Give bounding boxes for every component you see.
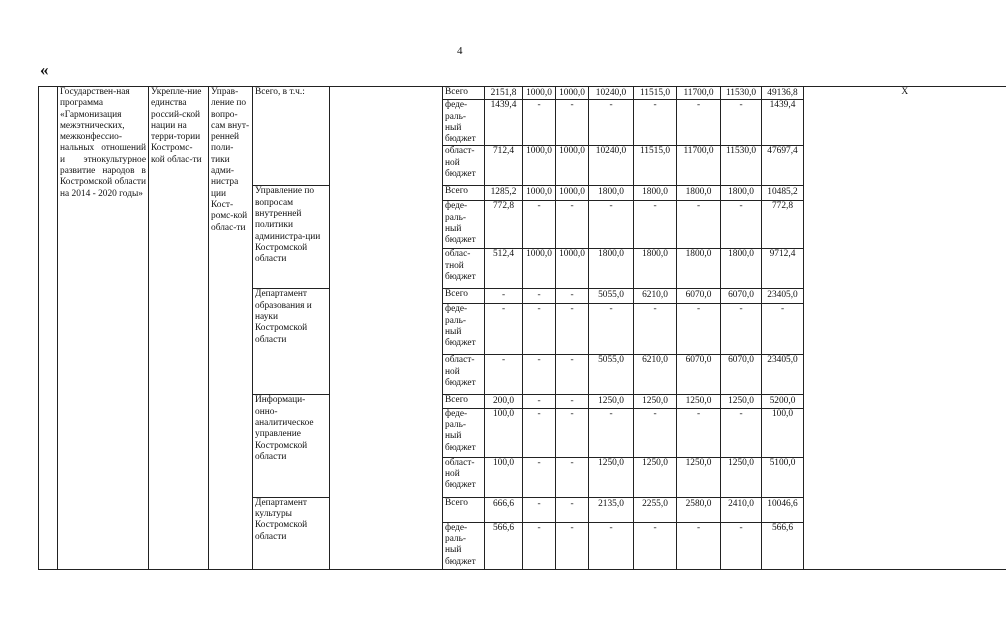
amount-cell: 1250,0 [634,457,677,497]
amount-cell: - [677,201,721,249]
amount-cell: - [523,304,556,355]
table-row [39,87,1006,100]
amount-cell: 1000,0 [523,186,556,201]
amount-cell: 2135,0 [589,497,634,522]
amount-cell: - [556,408,589,457]
amount-cell: - [556,457,589,497]
amount-cell: - [721,201,762,249]
amount-cell: 566,6 [762,522,804,569]
amount-cell: 1000,0 [556,249,589,289]
amount-cell: - [721,304,762,355]
amount-cell: - [634,522,677,569]
executor-name-cell: Департамент образования и науки Костромской области [253,289,330,395]
amount-cell: - [556,289,589,304]
amount-cell: - [556,497,589,522]
amount-cell: - [556,304,589,355]
amount-cell: - [556,355,589,395]
amount-cell: 23405,0 [762,289,804,304]
amount-cell: 5200,0 [762,395,804,408]
amount-cell: - [634,408,677,457]
amount-cell: - [589,100,634,146]
funding-source-cell: облас-тной бюджет [443,249,485,289]
amount-cell: - [556,100,589,146]
amount-cell: 6210,0 [634,289,677,304]
funding-source-cell: Всего [443,87,485,100]
amount-cell: 1439,4 [762,100,804,146]
amount-cell: 100,0 [762,408,804,457]
program-task-cell: Управ-ление по вопро-сам внут-ренней поли-тики адми-нистра ции Кост-ромс-кой облас-ти [209,87,253,570]
amount-cell: 712,4 [485,146,523,186]
amount-cell: 11515,0 [634,146,677,186]
amount-cell: - [485,289,523,304]
amount-cell: 9712,4 [762,249,804,289]
amount-cell: 772,8 [762,201,804,249]
amount-cell: - [677,522,721,569]
amount-cell: 1800,0 [589,186,634,201]
amount-cell: 1439,4 [485,100,523,146]
funding-source-cell: Всего [443,186,485,201]
amount-cell: 6070,0 [721,289,762,304]
amount-cell: - [556,522,589,569]
amount-cell: - [589,522,634,569]
amount-cell: - [677,100,721,146]
amount-cell: 6070,0 [677,355,721,395]
amount-cell: - [556,395,589,408]
funding-source-cell: феде-раль-ный бюджет [443,201,485,249]
amount-cell: 1250,0 [589,395,634,408]
funding-source-cell: Всего [443,395,485,408]
amount-cell: 1000,0 [556,146,589,186]
amount-cell: - [589,408,634,457]
funding-source-cell: област-ной бюджет [443,146,485,186]
funding-source-cell: област-ной бюджет [443,355,485,395]
amount-cell: 1250,0 [589,457,634,497]
amount-cell: - [721,522,762,569]
amount-cell: 2255,0 [634,497,677,522]
executor-name-cell: Всего, в т.ч.: [253,87,330,186]
amount-cell: 1000,0 [556,87,589,100]
amount-cell: 11530,0 [721,87,762,100]
amount-cell: 5100,0 [762,457,804,497]
amount-cell: 1250,0 [721,457,762,497]
amount-cell: 1800,0 [634,186,677,201]
amount-cell: 1800,0 [721,186,762,201]
funding-source-cell: феде-раль-ный бюджет [443,522,485,569]
amount-cell: 1250,0 [721,395,762,408]
amount-cell: 100,0 [485,457,523,497]
amount-cell: 10240,0 [589,87,634,100]
amount-cell: 1800,0 [677,249,721,289]
page-number: 4 [457,45,463,57]
amount-cell: 566,6 [485,522,523,569]
amount-cell: 6070,0 [721,355,762,395]
budget-table-body [39,87,1006,570]
amount-cell: 23405,0 [762,355,804,395]
amount-cell: 10485,2 [762,186,804,201]
amount-cell: - [634,304,677,355]
program-name-cell: Государствен-ная программа «Гармонизация межэтнических, межконфессио-нальных отношений и этнокультурное развитие народов в Костромской области на 2014 - 2020 годы» [58,87,149,570]
amount-cell: - [523,201,556,249]
funding-source-cell: Всего [443,289,485,304]
amount-cell: 1800,0 [634,249,677,289]
amount-cell: - [556,201,589,249]
amount-cell: 47697,4 [762,146,804,186]
amount-cell: 1800,0 [589,249,634,289]
opening-quote-mark: « [40,60,49,79]
executor-name-cell: Информаци-онно-аналитическое управление Костромской области [253,395,330,497]
amount-cell: 1285,2 [485,186,523,201]
amount-cell: - [634,100,677,146]
program-goal-cell: Укрепле-ние единства россий-ской нации на терри-тории Костромс-кой облас-ти [149,87,209,570]
amount-cell: - [523,289,556,304]
amount-cell: 772,8 [485,201,523,249]
amount-cell: - [523,457,556,497]
executor-name-cell: Департамент культуры Костромской области [253,497,330,569]
funding-source-cell: област-ной бюджет [443,457,485,497]
amount-cell: 1000,0 [523,87,556,100]
amount-cell: - [677,408,721,457]
amount-cell: 10240,0 [589,146,634,186]
amount-cell: - [523,497,556,522]
budget-table [38,86,1006,570]
amount-cell: 100,0 [485,408,523,457]
amount-cell: - [721,100,762,146]
amount-cell: 6210,0 [634,355,677,395]
amount-cell: - [589,201,634,249]
amount-cell: - [523,522,556,569]
amount-cell: 200,0 [485,395,523,408]
empty-column-cell [330,87,443,570]
amount-cell: 666,6 [485,497,523,522]
amount-cell: - [485,355,523,395]
amount-cell: - [677,304,721,355]
amount-cell: 2580,0 [677,497,721,522]
funding-source-cell: феде-раль-ный бюджет [443,408,485,457]
amount-cell: - [762,304,804,355]
amount-cell: 11700,0 [677,87,721,100]
amount-cell: 5055,0 [589,289,634,304]
amount-cell: - [523,395,556,408]
amount-cell: - [589,304,634,355]
amount-cell: 1250,0 [677,395,721,408]
amount-cell: 1000,0 [523,249,556,289]
amount-cell: - [523,100,556,146]
amount-cell: - [523,408,556,457]
amount-cell: 10046,6 [762,497,804,522]
amount-cell: - [721,408,762,457]
amount-cell: 6070,0 [677,289,721,304]
amount-cell: - [523,355,556,395]
amount-cell: 11700,0 [677,146,721,186]
amount-cell: 1800,0 [721,249,762,289]
amount-cell: 11530,0 [721,146,762,186]
amount-cell: - [634,201,677,249]
funding-source-cell: феде-раль-ный бюджет [443,100,485,146]
amount-cell: 49136,8 [762,87,804,100]
amount-cell: 2151,8 [485,87,523,100]
x-mark-cell: Х [804,87,1006,570]
amount-cell: 2410,0 [721,497,762,522]
amount-cell: 1800,0 [677,186,721,201]
executor-name-cell: Управление по вопросам внутренней политики администра-ции Костромской области [253,186,330,289]
amount-cell: 1250,0 [677,457,721,497]
amount-cell: 1000,0 [556,186,589,201]
funding-source-cell: Всего [443,497,485,522]
amount-cell: 1000,0 [523,146,556,186]
amount-cell: 5055,0 [589,355,634,395]
amount-cell: - [485,304,523,355]
amount-cell: 1250,0 [634,395,677,408]
funding-source-cell: феде-раль-ный бюджет [443,304,485,355]
number-column-cell [39,87,58,570]
amount-cell: 512,4 [485,249,523,289]
amount-cell: 11515,0 [634,87,677,100]
